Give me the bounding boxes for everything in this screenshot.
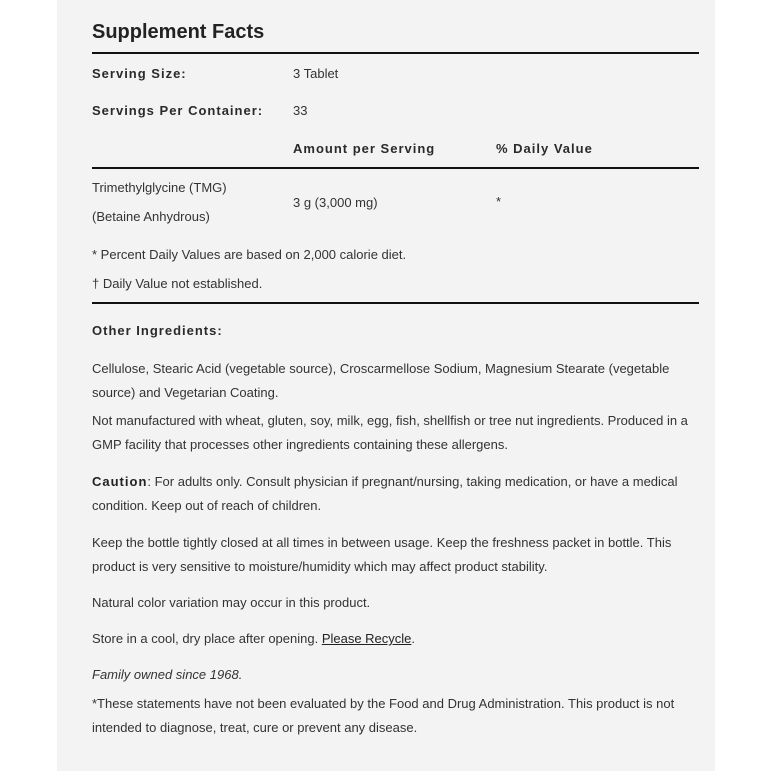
serving-size-label: Serving Size: (92, 66, 187, 81)
servings-per-container-label: Servings Per Container: (92, 103, 264, 118)
daily-value-header: % Daily Value (496, 141, 593, 156)
ingredient-daily-value: * (496, 194, 502, 209)
footnote-percent-dv: * Percent Daily Values are based on 2,000 calorie diet. (92, 247, 407, 262)
store-text: Store in a cool, dry place after opening. (92, 631, 322, 646)
caution-label: Caution (92, 474, 148, 489)
allergen-statement: Not manufactured with wheat, gluten, soy, milk, egg, fish, shellfish or tree nut ingredients. Produced in a GMP facility that processes other ingredients containing these allergens. (92, 413, 688, 452)
caution-text: : For adults only. Consult physician if pregnant/nursing, taking medication, or have a medical condition. Keep out of reach of children. (92, 474, 678, 513)
title-divider (92, 52, 699, 54)
ingredient-name-secondary: (Betaine Anhydrous) (92, 209, 210, 224)
serving-size-value: 3 Tablet (293, 66, 339, 81)
store-instruction (92, 627, 702, 651)
ingredient-name: Trimethylglycine (TMG) (92, 180, 227, 195)
color-variation-note: Natural color variation may occur in this product. (92, 595, 371, 610)
header-divider (92, 167, 699, 169)
amount-per-serving-header: Amount per Serving (293, 141, 436, 156)
other-ingredients-label: Other Ingredients: (92, 323, 223, 338)
family-owned-note: Family owned since 1968. (92, 667, 243, 682)
page-title: Supplement Facts (92, 21, 265, 43)
please-recycle-link[interactable]: Please Recycle (321, 631, 412, 646)
storage-note: Keep the bottle tightly closed at all times in between usage. Keep the freshness packet in bottle. This product is very sensitive to moisture/humidity which may affect product stability. (92, 535, 672, 574)
footnote-dv-not-established: † Daily Value not established. (92, 276, 263, 291)
servings-per-container-value: 33 (293, 103, 308, 118)
facts-bottom-divider (92, 302, 699, 304)
store-end: . (411, 631, 416, 646)
fda-disclaimer: *These statements have not been evaluated by the Food and Drug Administration. This product is not intended to diagnose, treat, cure or prevent any disease. (92, 696, 675, 735)
ingredient-amount: 3 g (3,000 mg) (293, 195, 378, 210)
caution-statement (92, 470, 702, 518)
other-ingredients-text: Cellulose, Stearic Acid (vegetable source), Croscarmellose Sodium, Magnesium Stearate (vegetable source) and Vegetarian Coating. (92, 361, 670, 400)
